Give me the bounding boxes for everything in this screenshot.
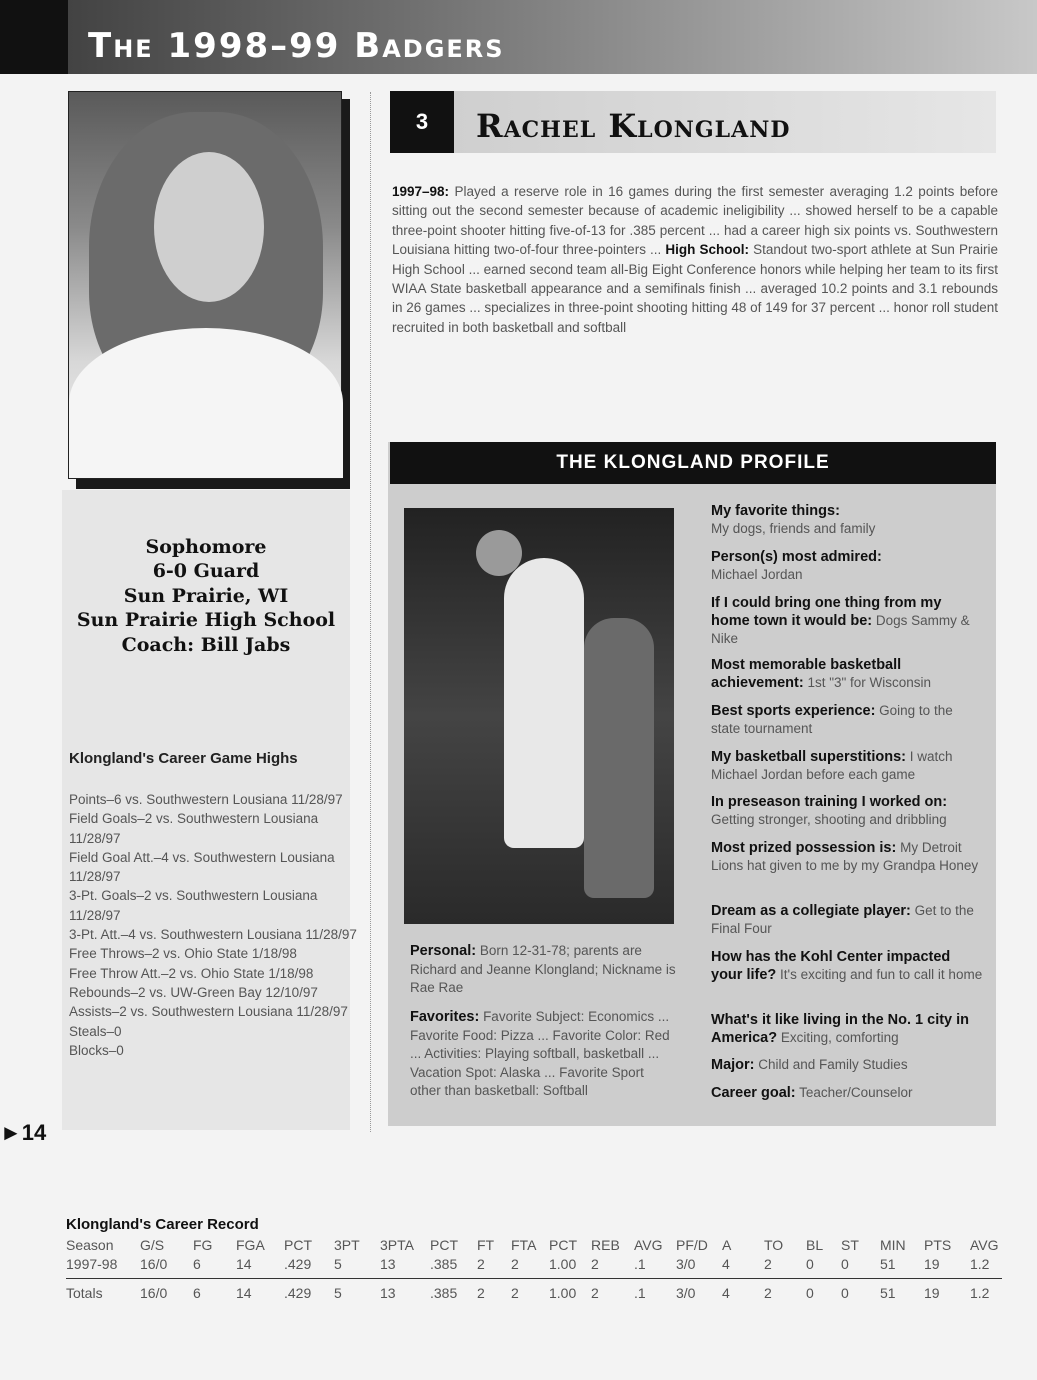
- table-cell: 0: [806, 1285, 814, 1301]
- table-cell: FGA: [236, 1237, 265, 1253]
- player-portrait: [68, 91, 342, 479]
- table-cell: ST: [841, 1237, 859, 1253]
- profile-qa-item: [711, 1084, 983, 1102]
- table-cell: FG: [193, 1237, 213, 1253]
- profile-qa-item: [711, 594, 983, 648]
- table-cell: Totals: [66, 1285, 103, 1301]
- table-cell: 0: [806, 1256, 814, 1272]
- career-high-item: Free Throws–2 vs. Ohio State 1/18/98: [69, 946, 297, 962]
- table-cell: PTS: [924, 1237, 952, 1253]
- favorites-info: [410, 1008, 678, 1101]
- profile-answer: Getting stronger, shooting and dribbling: [711, 812, 947, 827]
- table-cell: 14: [236, 1256, 252, 1272]
- table-cell: FT: [477, 1237, 495, 1253]
- table-cell: 2: [591, 1285, 599, 1301]
- career-high-item: Field Goal Att.–4 vs. Southwestern Lousiana 11/28/97: [69, 849, 335, 885]
- table-cell: 3PTA: [380, 1237, 414, 1253]
- career-record-title: Klongland's Career Record: [66, 1216, 259, 1233]
- table-cell: .429: [284, 1285, 312, 1301]
- profile-question: How has the Kohl Center impacted your life?: [711, 949, 951, 983]
- narrative-text-season: Played a reserve role in 16 games during the first semester averaging 1.2 points before sitting out the second semester because of academic ineligibility ... showed herself to be a capable three-point shooter hitting five-of-13 for .385 percent ... had a career high six points vs. Southwestern Louisiana hitting two-of-four three-pointers ...: [392, 184, 998, 258]
- table-cell: 6: [193, 1285, 201, 1301]
- table-cell: PCT: [549, 1237, 577, 1253]
- table-cell: 19: [924, 1256, 940, 1272]
- profile-qa-item: [711, 1056, 983, 1074]
- table-cell: 1.2: [970, 1256, 990, 1272]
- table-cell: 0: [841, 1256, 849, 1272]
- profile-qa-item: [711, 656, 983, 692]
- table-cell: 2: [764, 1285, 772, 1301]
- narrative-text-high-school: Standout two-sport athlete at Sun Prairie High School ... earned second team all-Big Eight Conference honors while helping her team to its first WIAA State basketball appearance and a semifinals finish ... averaged 10.2 points and 3.1 rebounds in 26 games ... specializes in three-point shooting hitting 48 of 149 for 37 percent ... honor roll student recruited in both basketball and softball: [392, 242, 998, 335]
- career-high-item: Points–6 vs. Southwestern Lousiana 11/28/97: [69, 792, 343, 807]
- career-high-item: Free Throw Att.–2 vs. Ohio State 1/18/98: [69, 965, 314, 981]
- profile-question: My favorite things:: [711, 503, 840, 519]
- profile-answer: Going to the state tournament: [711, 703, 953, 736]
- profile-answer: Dogs Sammy & Nike: [711, 613, 970, 646]
- profile-qa-item: [711, 702, 983, 738]
- table-cell: AVG: [634, 1237, 663, 1253]
- profile-qa-item: [711, 839, 983, 875]
- narrative: [392, 182, 998, 337]
- profile-question: My basketball superstitions:: [711, 749, 906, 765]
- profile-answer: Get to the Final Four: [711, 903, 974, 936]
- table-cell: 3/0: [676, 1256, 696, 1272]
- narrative-label-season: 1997–98:: [392, 184, 450, 199]
- profile-question: Most memorable basketball achievement:: [711, 657, 902, 691]
- table-cell: .385: [430, 1285, 458, 1301]
- table-cell: 5: [334, 1285, 342, 1301]
- profile-answer: 1st "3" for Wisconsin: [803, 675, 932, 690]
- career-high-item: Assists–2 vs. Southwestern Lousiana 11/28/97: [69, 1004, 348, 1020]
- table-cell: PCT: [430, 1237, 458, 1253]
- profile-question: Major:: [711, 1057, 755, 1073]
- profile-qa-item: [711, 793, 983, 829]
- table-cell: FTA: [511, 1237, 537, 1253]
- profile-qa-item: [711, 502, 983, 538]
- profile-qa-item: [711, 948, 983, 984]
- profile-answer: I watch Michael Jordan before each game: [711, 749, 953, 782]
- career-high-item: Field Goals–2 vs. Southwestern Lousiana 11/28/97: [69, 811, 319, 846]
- table-cell: 4: [722, 1256, 730, 1272]
- career-high-item: 3-Pt. Att.–4 vs. Southwestern Lousiana 11/28/97: [69, 927, 357, 943]
- profile-question: Most prized possession is:: [711, 840, 897, 856]
- favorites-label: Favorites:: [410, 1009, 480, 1025]
- profile-answer: It's exciting and fun to call it home: [776, 967, 983, 982]
- player-name: Rachel Klongland: [476, 107, 791, 145]
- column-divider: [370, 92, 371, 1132]
- profile-qa-item: [711, 748, 983, 784]
- table-cell: 16/0: [140, 1256, 168, 1272]
- profile-question: Career goal:: [711, 1085, 796, 1101]
- action-photo: [404, 508, 674, 924]
- page-number: ►14: [0, 1120, 47, 1145]
- profile-question: Person(s) most admired:: [711, 549, 882, 565]
- table-cell: 6: [193, 1256, 201, 1272]
- table-cell: 1997-98: [66, 1256, 118, 1272]
- bio-hometown: Sun Prairie, WI: [123, 585, 289, 607]
- table-cell: PF/D: [676, 1237, 708, 1253]
- profile-answer: My Detroit Lions hat given to me by my Grandpa Honey: [711, 840, 979, 873]
- personal-text: Born 12-31-78; parents are Richard and Jeanne Klongland; Nickname is Rae Rae: [410, 943, 676, 995]
- table-rule: [66, 1278, 1002, 1279]
- profile-qa-item: [711, 902, 983, 938]
- table-cell: 2: [477, 1285, 485, 1301]
- table-cell: 13: [380, 1285, 396, 1301]
- bio-class: Sophomore: [145, 536, 267, 558]
- table-cell: Season: [66, 1237, 114, 1253]
- table-cell: REB: [591, 1237, 620, 1253]
- table-cell: 1.00: [549, 1256, 577, 1272]
- table-cell: 51: [880, 1285, 896, 1301]
- profile-answer: Michael Jordan: [711, 567, 803, 582]
- table-cell: 3PT: [334, 1237, 360, 1253]
- table-cell: 2: [511, 1256, 519, 1272]
- career-highs-title: Klongland's Career Game Highs: [69, 750, 298, 767]
- table-cell: TO: [764, 1237, 784, 1253]
- profile-qa-item: [711, 1011, 983, 1047]
- personal-label: Personal:: [410, 943, 477, 959]
- personal-info: [410, 942, 678, 998]
- career-high-item: Blocks–0: [69, 1042, 124, 1058]
- career-highs-list: [69, 790, 359, 1060]
- table-cell: 19: [924, 1285, 940, 1301]
- table-cell: 51: [880, 1256, 896, 1272]
- profile-question: What's it like living in the No. 1 city in America?: [711, 1012, 970, 1046]
- header-edge: [0, 0, 68, 74]
- bio-position: 6-0 Guard: [152, 560, 260, 582]
- table-cell: 5: [334, 1256, 342, 1272]
- profile-question: Dream as a collegiate player:: [711, 903, 911, 919]
- table-cell: MIN: [880, 1237, 906, 1253]
- table-cell: G/S: [140, 1237, 165, 1253]
- profile-answer: My dogs, friends and family: [711, 521, 876, 536]
- page-number-value: 14: [21, 1120, 47, 1145]
- bio-coach: Coach: Bill Jabs: [121, 634, 291, 656]
- table-cell: 14: [236, 1285, 252, 1301]
- table-cell: .1: [634, 1256, 646, 1272]
- table-cell: PCT: [284, 1237, 312, 1253]
- career-high-item: 3-Pt. Goals–2 vs. Southwestern Lousiana 11/28/97: [69, 888, 318, 923]
- table-cell: 3/0: [676, 1285, 696, 1301]
- profile-question: If I could bring one thing from my home town it would be:: [711, 595, 942, 629]
- profile-answer: Teacher/Counselor: [795, 1085, 913, 1100]
- table-cell: 2: [511, 1285, 519, 1301]
- jersey-number: 3: [390, 91, 454, 153]
- table-cell: .429: [284, 1256, 312, 1272]
- profile-answer: Exciting, comforting: [777, 1030, 899, 1045]
- table-cell: 16/0: [140, 1285, 168, 1301]
- favorites-text: Favorite Subject: Economics ... Favorite Food: Pizza ... Favorite Color: Red ... Activities: Playing softball, basketball ... Vacation Spot: Alaska ... Favorite Sport other than basketball: Softball: [410, 1009, 670, 1098]
- table-cell: 4: [722, 1285, 730, 1301]
- profile-qa-item: [711, 548, 983, 584]
- table-cell: BL: [806, 1237, 824, 1253]
- page-title: The 1998–99 Badgers: [88, 26, 505, 66]
- career-high-item: Steals–0: [69, 1023, 122, 1039]
- bio-high-school: Sun Prairie High School: [76, 609, 336, 631]
- table-cell: 2: [591, 1256, 599, 1272]
- table-cell: 2: [477, 1256, 485, 1272]
- table-cell: .1: [634, 1285, 646, 1301]
- profile-title: THE KLONGLAND PROFILE: [390, 442, 996, 484]
- table-cell: 1.00: [549, 1285, 577, 1301]
- profile-question: Best sports experience:: [711, 703, 876, 719]
- profile-question: In preseason training I worked on:: [711, 794, 948, 810]
- table-cell: AVG: [970, 1237, 999, 1253]
- profile-answer: Child and Family Studies: [754, 1057, 908, 1072]
- table-cell: .385: [430, 1256, 458, 1272]
- table-cell: 1.2: [970, 1285, 990, 1301]
- career-high-item: Rebounds–2 vs. UW-Green Bay 12/10/97: [69, 984, 318, 1000]
- table-cell: 2: [764, 1256, 772, 1272]
- table-cell: 13: [380, 1256, 396, 1272]
- table-cell: 0: [841, 1285, 849, 1301]
- table-cell: A: [722, 1237, 732, 1253]
- narrative-label-high-school: High School:: [665, 242, 749, 258]
